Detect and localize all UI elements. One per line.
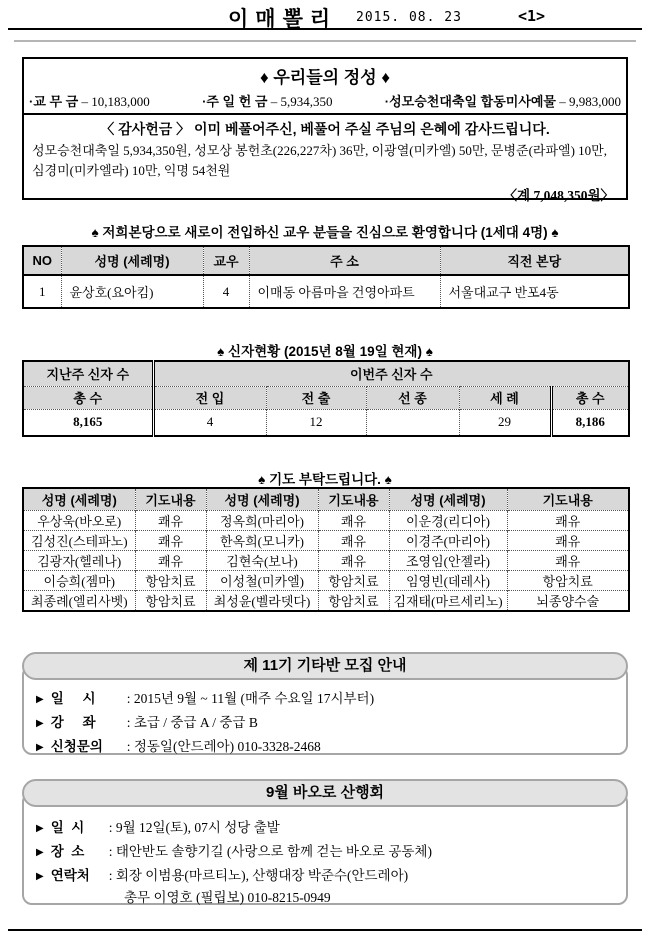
- line-value: : 정동일(안드레아) 010-3328-2468: [126, 739, 321, 754]
- line-value: : 2015년 9월 ~ 11월 (매주 수요일 17시부터): [126, 691, 375, 706]
- cell: 임영빈(데레사): [389, 570, 507, 590]
- column-header: 성명 (세례명): [23, 488, 135, 510]
- divider-gray: [14, 40, 636, 42]
- hiking-club-box: [22, 784, 628, 905]
- announce-line: [24, 709, 626, 733]
- guitar-class-box: [22, 657, 628, 755]
- announce-line: [24, 733, 626, 757]
- prayer-section-title: ♠ 기도 부탁드립니다. ♠: [258, 472, 392, 487]
- cell: 이매동 아름마을 건영아파트: [249, 275, 440, 308]
- line-value: : 9월 12일(토), 07시 성당 출발: [108, 820, 280, 835]
- page-number: <1>: [518, 7, 546, 25]
- cell: 한옥희(모니카): [206, 530, 318, 550]
- column-header: 성명 (세례명): [206, 488, 318, 510]
- cell: 쾌유: [318, 530, 389, 550]
- welcome-section-title: ♠ 저희본당으로 새로이 전입하신 교우 분들을 진심으로 환영합니다 (1세대 4명) ♠: [91, 225, 559, 240]
- offering-label: ·성모승천대축일 합동미사예물: [384, 94, 556, 109]
- cell: 쾌유: [507, 550, 629, 570]
- announce-line: [24, 862, 626, 886]
- table-row: [23, 275, 629, 308]
- line-label: 장 소: [50, 844, 85, 859]
- offering-item: [29, 91, 150, 110]
- hiking-club-title: 9월 바오로 산행회: [22, 779, 628, 807]
- cell: 김현숙(보나): [206, 550, 318, 570]
- column-header: 이번주 신자 수: [153, 361, 629, 386]
- thanks-offering-total: 〈계 7,048,350원〉: [503, 188, 614, 203]
- column-header: 전 입: [153, 386, 266, 409]
- triangle-bullet-icon: ▶: [36, 847, 44, 858]
- line-label: 신청문의: [50, 739, 103, 754]
- line-continuation: 총무 이영호 (필립보) 010-8215-0949: [124, 890, 331, 905]
- announce-line: [24, 685, 626, 709]
- table-header-row: [23, 488, 629, 510]
- column-header: 주 소: [249, 246, 440, 275]
- cell: 쾌유: [135, 530, 206, 550]
- line-value: : 태안반도 솔향기길 (사랑으로 함께 걷는 바오로 공동체): [108, 844, 432, 859]
- offering-item: [202, 91, 332, 110]
- table-row: [23, 590, 629, 611]
- column-header: 기도내용: [135, 488, 206, 510]
- column-header: 기도내용: [507, 488, 629, 510]
- triangle-bullet-icon: ▶: [36, 823, 44, 834]
- cell: 쾌유: [507, 510, 629, 530]
- offering-box: [22, 57, 628, 203]
- offering-label: ·교 무 금: [29, 94, 79, 109]
- line-label: 연락처: [50, 868, 90, 883]
- column-header: NO: [23, 246, 61, 275]
- table-header-row: [23, 246, 629, 275]
- table-row: [23, 570, 629, 590]
- cell: 이운경(리디아): [389, 510, 507, 530]
- cell: 4: [203, 275, 249, 308]
- offering-amounts-row: [24, 90, 626, 115]
- cell: 김재태(마르세리노): [389, 590, 507, 611]
- cell: 서울대교구 반포4동: [440, 275, 629, 308]
- table-subheader-row: [23, 386, 629, 409]
- issue-date: 2015. 08. 23: [356, 10, 462, 25]
- column-header: 기도내용: [318, 488, 389, 510]
- triangle-bullet-icon: ▶: [36, 694, 44, 705]
- cell: 쾌유: [318, 550, 389, 570]
- cell: 쾌유: [318, 510, 389, 530]
- guitar-class-title: 제 11기 기타반 모집 안내: [22, 652, 628, 680]
- cell: 이경주(마리아): [389, 530, 507, 550]
- triangle-bullet-icon: ▶: [36, 742, 44, 753]
- cell: 12: [266, 409, 366, 436]
- cell: 윤상호(요아킴): [61, 275, 203, 308]
- cell: 29: [459, 409, 551, 436]
- table-header-row: [23, 361, 629, 386]
- column-header: 교우: [203, 246, 249, 275]
- cell: 쾌유: [507, 530, 629, 550]
- page-title: 이매뽈리: [228, 8, 338, 31]
- triangle-bullet-icon: ▶: [36, 871, 44, 882]
- column-header: 총 수: [551, 386, 629, 409]
- line-label: 일 시: [50, 691, 96, 706]
- cell: 최종례(엘리사벳): [23, 590, 135, 611]
- statistics-section-title: ♠ 신자현황 (2015년 8월 19일 현재) ♠: [217, 344, 433, 359]
- cell: 1: [39, 283, 46, 299]
- column-header: 전 출: [266, 386, 366, 409]
- thanks-offering-detail: 성모승천대축일 5,934,350원, 성모상 봉헌초(226,227차) 36만, 이광열(미카엘) 50만, 문병준(라파엘) 10만, 심경미(미카엘라) 10만, 익명 54천원: [32, 143, 607, 178]
- announce-line: [24, 838, 626, 862]
- offering-label: ·주 일 헌 금: [202, 94, 268, 109]
- table-row: [23, 409, 629, 436]
- divider-bottom: [8, 929, 642, 931]
- line-value: : 회장 이범용(마르티노), 산행대장 박준수(안드레아): [108, 868, 409, 883]
- line-label: 강 좌: [50, 715, 96, 730]
- cell: 항암치료: [318, 570, 389, 590]
- offering-value: – 10,183,000: [81, 94, 150, 109]
- cell: 조영임(안젤라): [389, 550, 507, 570]
- cell: 항암치료: [135, 570, 206, 590]
- prayer-table: [22, 487, 630, 612]
- column-header: 직전 본당: [440, 246, 629, 275]
- statistics-table: [22, 360, 630, 437]
- table-row: [23, 550, 629, 570]
- offering-value: – 5,934,350: [270, 94, 333, 109]
- cell: 김성진(스테파노): [23, 530, 135, 550]
- cell: 8,186: [551, 409, 629, 436]
- cell: 항암치료: [318, 590, 389, 611]
- offering-value: – 9,983,000: [559, 94, 621, 109]
- cell: 정옥희(마리아): [206, 510, 318, 530]
- column-header: 세 례: [459, 386, 551, 409]
- cell: 최성윤(벨라뎃다): [206, 590, 318, 611]
- column-header: 선 종: [366, 386, 459, 409]
- offering-title: ♦ 우리들의 정성 ♦: [259, 68, 391, 87]
- cell: 항암치료: [135, 590, 206, 611]
- column-header: 성명 (세례명): [61, 246, 203, 275]
- column-header: 성명 (세례명): [389, 488, 507, 510]
- thanks-offering-heading: 〈 감사헌금 〉 이미 베풀어주신, 베풀어 주실 주님의 은혜에 감사드립니다.: [100, 121, 550, 137]
- table-row: [23, 530, 629, 550]
- welcome-table: [22, 245, 630, 309]
- triangle-bullet-icon: ▶: [36, 718, 44, 729]
- line-value: : 초급 / 중급 A / 중급 B: [126, 715, 258, 730]
- cell: 이성철(미카엘): [206, 570, 318, 590]
- cell: 우상욱(바오로): [23, 510, 135, 530]
- column-header: 지난주 신자 수: [23, 361, 153, 386]
- cell: [366, 409, 459, 436]
- announce-line: [24, 814, 626, 838]
- cell: 항암치료: [507, 570, 629, 590]
- offering-item: [385, 91, 621, 110]
- cell: 쾌유: [135, 550, 206, 570]
- cell: 뇌종양수술: [507, 590, 629, 611]
- cell: 4: [153, 409, 266, 436]
- line-label: 일 시: [50, 820, 85, 835]
- cell: 이승희(젬마): [23, 570, 135, 590]
- table-row: [23, 510, 629, 530]
- cell: 김광자(헬레나): [23, 550, 135, 570]
- cell: 쾌유: [135, 510, 206, 530]
- cell: 8,165: [23, 409, 153, 436]
- column-header: 총 수: [23, 386, 153, 409]
- divider-black: [8, 28, 642, 30]
